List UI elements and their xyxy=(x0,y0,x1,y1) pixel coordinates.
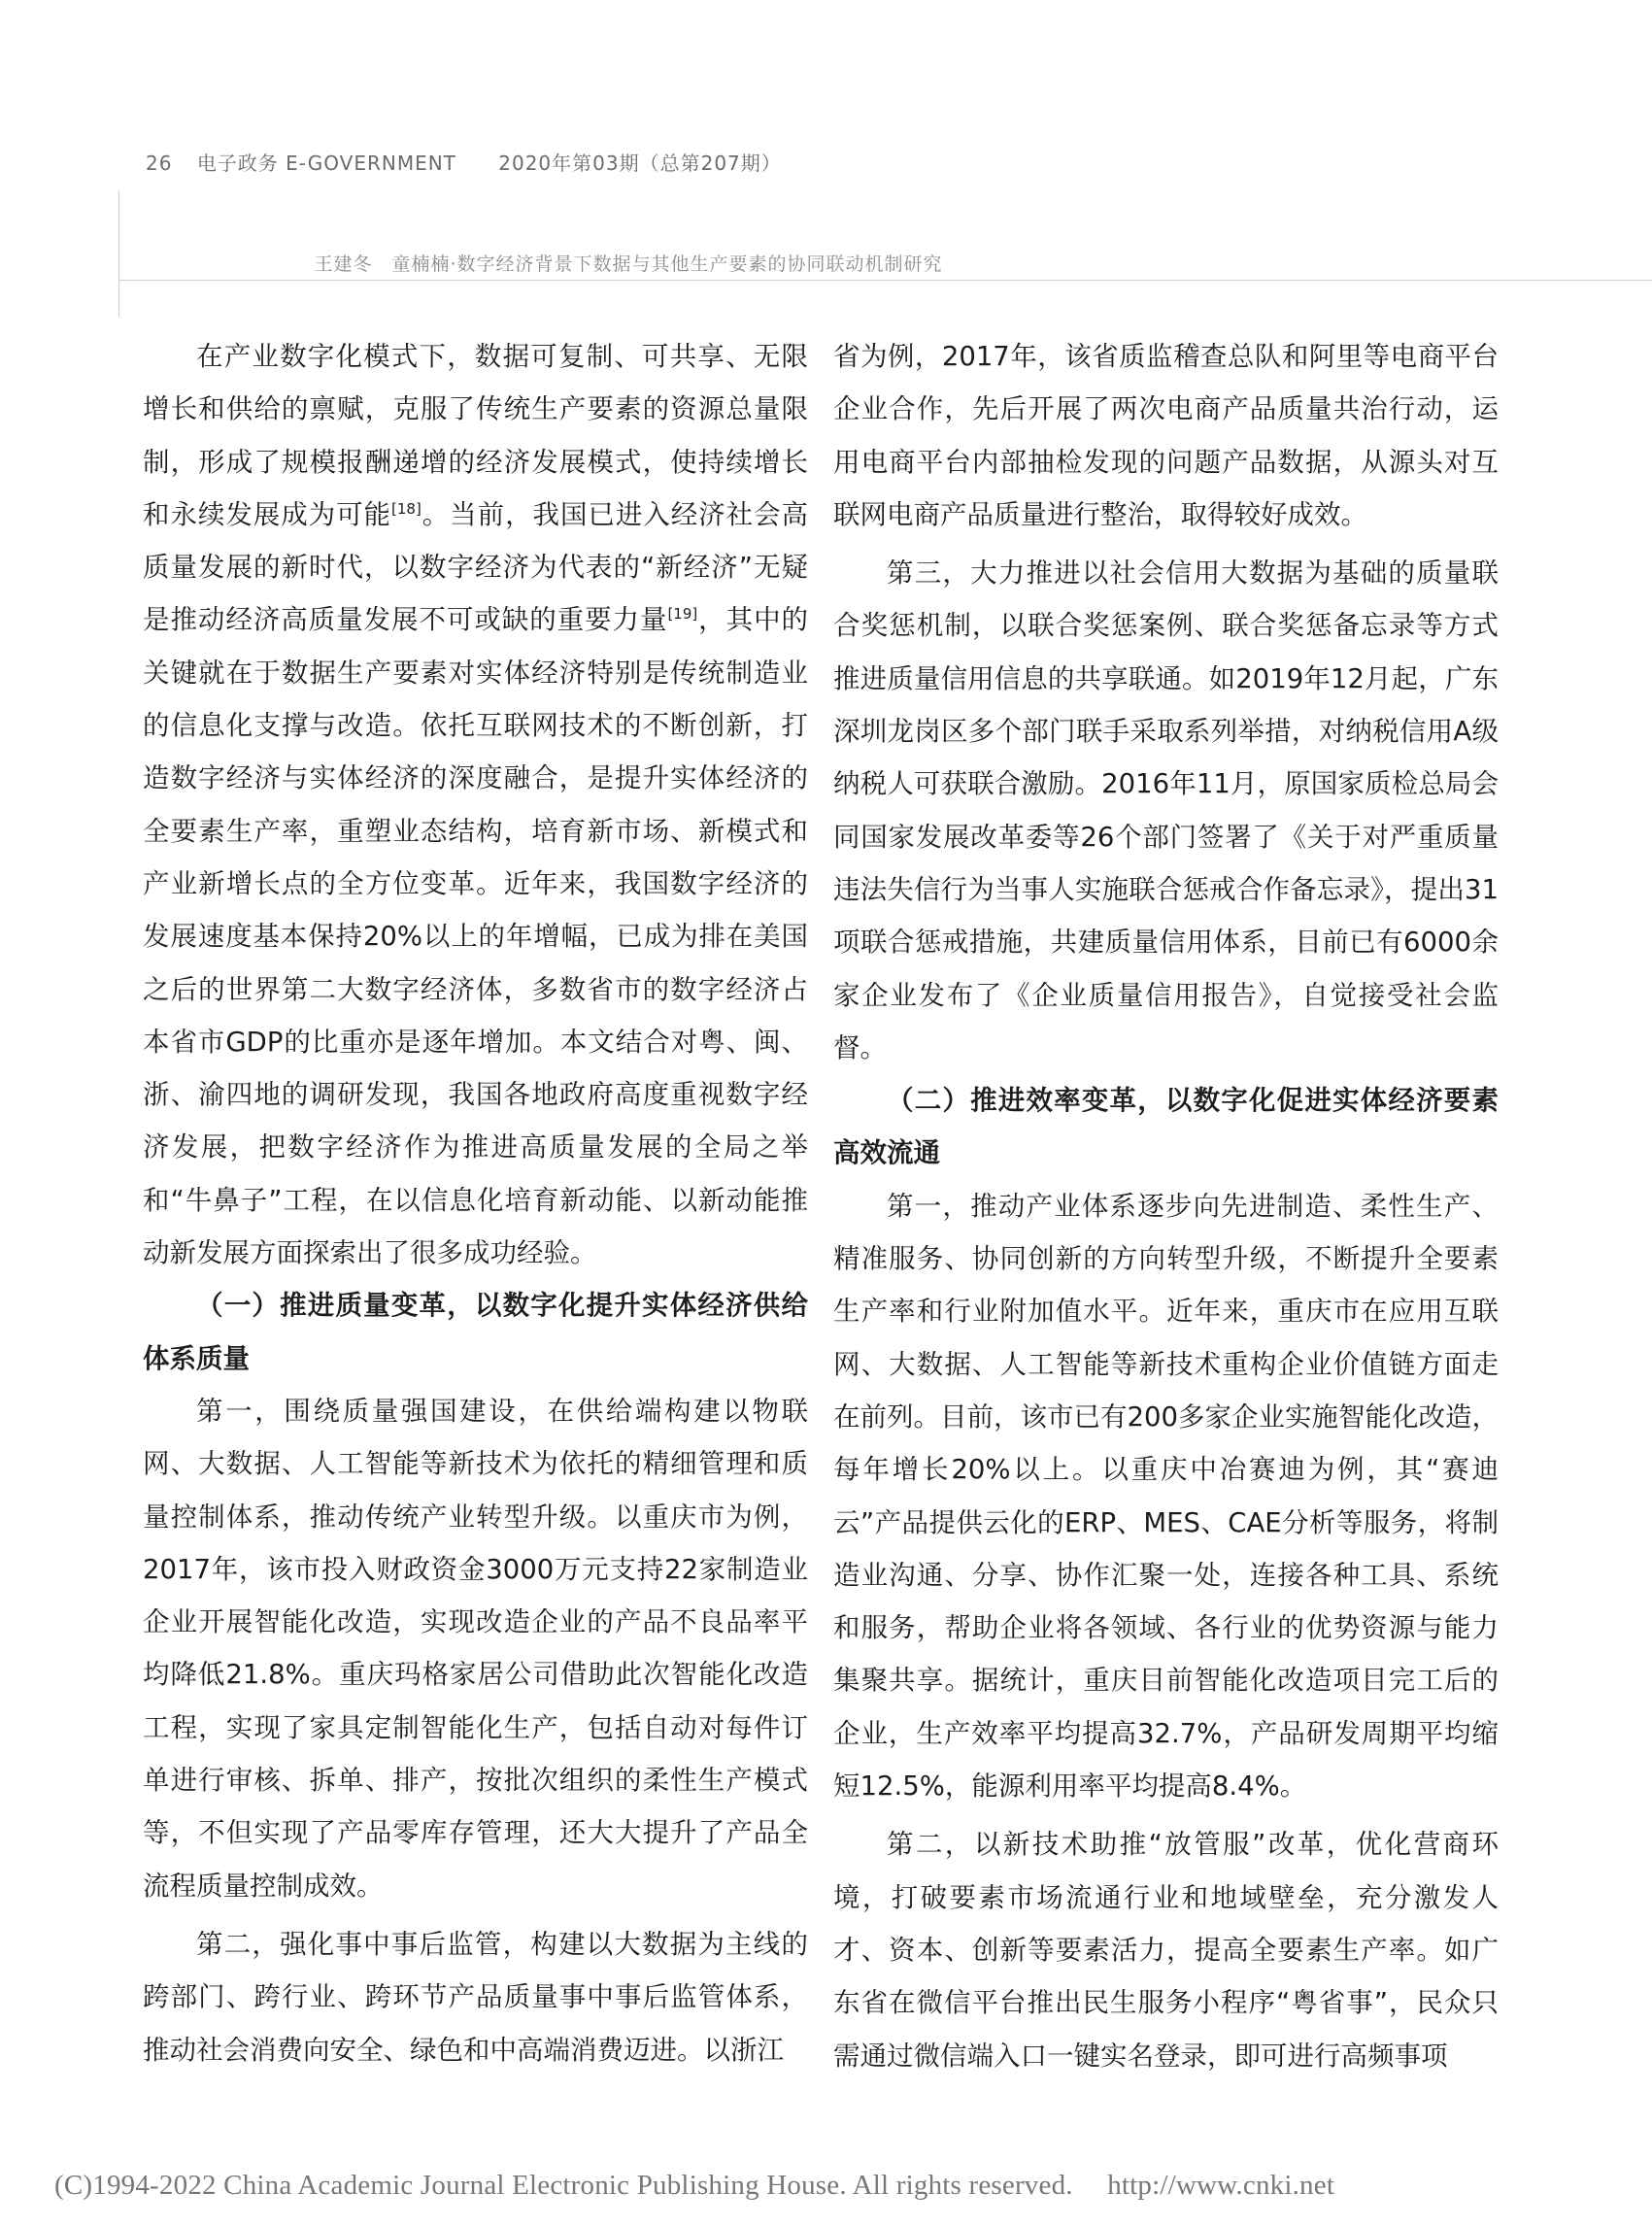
issue-info: 2020年第03期（总第207期） xyxy=(498,152,782,175)
journal-name: 电子政务 E-GOVERNMENT xyxy=(196,152,456,175)
paragraph-text: ，其中的关键就在于数据生产要素对实体经济特别是传统制造业的信息化支撑与改造。依托互联网技术的不断创新，打造数字经济与实体经济的深度融合，是提升实体经济的全要素生产率，重塑业态结构，培育新市场、新模式和产业新增长点的全方位变革。近年来，我国数字经济的发展速度基本保持20%以上的年增幅，已成为排在美国之后的世界第二大数字经济体，多数省市的数字经济占本省市GDP的比重亦是逐年增加。本文结合对粤、闽、浙、渝四地的调研发现，我国各地政府高度重视数字经济发展，把数字经济作为推进高质量发展的全局之举和“牛鼻子”工程，在以信息化培育新动能、以新动能推动新发展方面探索出了很多成功经验。 xyxy=(143,604,809,1269)
paragraph-text: 。当前，我国已进入经济社会高质量发展的新时代，以数字经济为代表的“新经济”无疑是推动经济高质量发展不可或缺的重要力量 xyxy=(143,498,809,636)
paragraph-text: 在产业数字化模式下，数据可复制、可共享、无限增长和供给的禀赋，克服了传统生产要素的资源总量限制，形成了规模报酬递增的经济发展模式，使持续增长和永续发展成为可能 xyxy=(143,341,808,530)
citation: [18] xyxy=(391,499,421,518)
running-title: 王建冬 童楠楠·数字经济背景下数据与其他生产要素的协同联动机制研究 xyxy=(314,253,943,275)
paragraph: 第二，强化事中事后监管，构建以大数据为主线的跨部门、跨行业、跨环节产品质量事中事后监管体系，推动社会消费向安全、绿色和中高端消费迈进。以浙江 xyxy=(143,1928,808,2066)
right-column xyxy=(833,330,1499,2082)
section-heading: （一）推进质量变革，以数字化提升实体经济供给体系质量 xyxy=(143,1290,808,1374)
copyright-footer xyxy=(54,2170,1334,2202)
copyright-text: (C)1994-2022 China Academic Journal Electronic Publishing House. All rights reserved. xyxy=(54,2170,1073,2201)
section-heading: （二）推进效率变革，以数字化促进实体经济要素高效流通 xyxy=(833,1085,1499,1169)
page-number: 26 xyxy=(146,152,173,175)
paragraph: 第三，大力推进以社会信用大数据为基础的质量联合奖惩机制，以联合奖惩案例、联合奖惩备忘录等方式推进质量信用信息的共享联通。如2019年12月起，广东深圳龙岗区多个部门联手采取系列举措，对纳税信用A级纳税人可获联合激励。2016年11月，原国家质检总局会同国家发展改革委等26个部门签署了《关于对严重质量违法失信行为当事人实施联合惩戒合作备忘录》，提出31项联合惩戒措施，共建质量信用体系，目前已有6000余家企业发布了《企业质量信用报告》，自觉接受社会监督。 xyxy=(833,557,1499,1063)
footer-link[interactable]: http://www.cnki.net xyxy=(1107,2170,1335,2201)
header-rule xyxy=(118,280,1652,281)
citation: [19] xyxy=(667,605,698,624)
left-column xyxy=(143,330,808,2076)
journal-header xyxy=(146,148,782,176)
paragraph: 第一，围绕质量强国建设，在供给端构建以物联网、大数据、人工智能等新技术为依托的精细管理和质量控制体系，推动传统产业转型升级。以重庆市为例，2017年，该市投入财政资金3000万元支持22家制造业企业开展智能化改造，实现改造企业的产品不良品率平均降低21.8%。重庆玛格家居公司借助此次智能化改造工程，实现了家具定制智能化生产，包括自动对每件订单进行审核、拆单、排产，按批次组织的柔性生产模式等，不但实现了产品零库存管理，还大大提升了产品全流程质量控制成效。 xyxy=(143,1395,808,1902)
paragraph: 第二，以新技术助推“放管服”改革，优化营商环境，打破要素市场流通行业和地域壁垒，充分激发人才、资本、创新等要素活力，提高全要素生产率。如广东省在微信平台推出民生服务小程序“粤省事”，民众只需通过微信端入口一键实名登录，即可进行高频事项 xyxy=(833,1829,1499,2072)
paragraph xyxy=(143,330,808,1279)
paragraph: 省为例，2017年，该省质监稽查总队和阿里等电商平台企业合作，先后开展了两次电商产品质量共治行动，运用电商平台内部抽检发现的问题产品数据，从源头对互联网电商产品质量进行整治，取得较好成效。 xyxy=(833,341,1499,530)
paragraph: 第一，推动产业体系逐步向先进制造、柔性生产、精准服务、协同创新的方向转型升级，不断提升全要素生产率和行业附加值水平。近年来，重庆市在应用互联网、大数据、人工智能等新技术重构企业价值链方面走在前列。目前，该市已有200多家企业实施智能化改造，每年增长20%以上。以重庆中冶赛迪为例，其“赛迪云”产品提供云化的ERP、MES、CAE分析等服务，将制造业沟通、分享、协作汇聚一处，连接各种工具、系统和服务，帮助企业将各领域、各行业的优势资源与能力集聚共享。据统计，重庆目前智能化改造项目完工后的企业，生产效率平均提高32.7%，产品研发周期平均缩短12.5%，能源利用率平均提高8.4%。 xyxy=(833,1190,1499,1803)
